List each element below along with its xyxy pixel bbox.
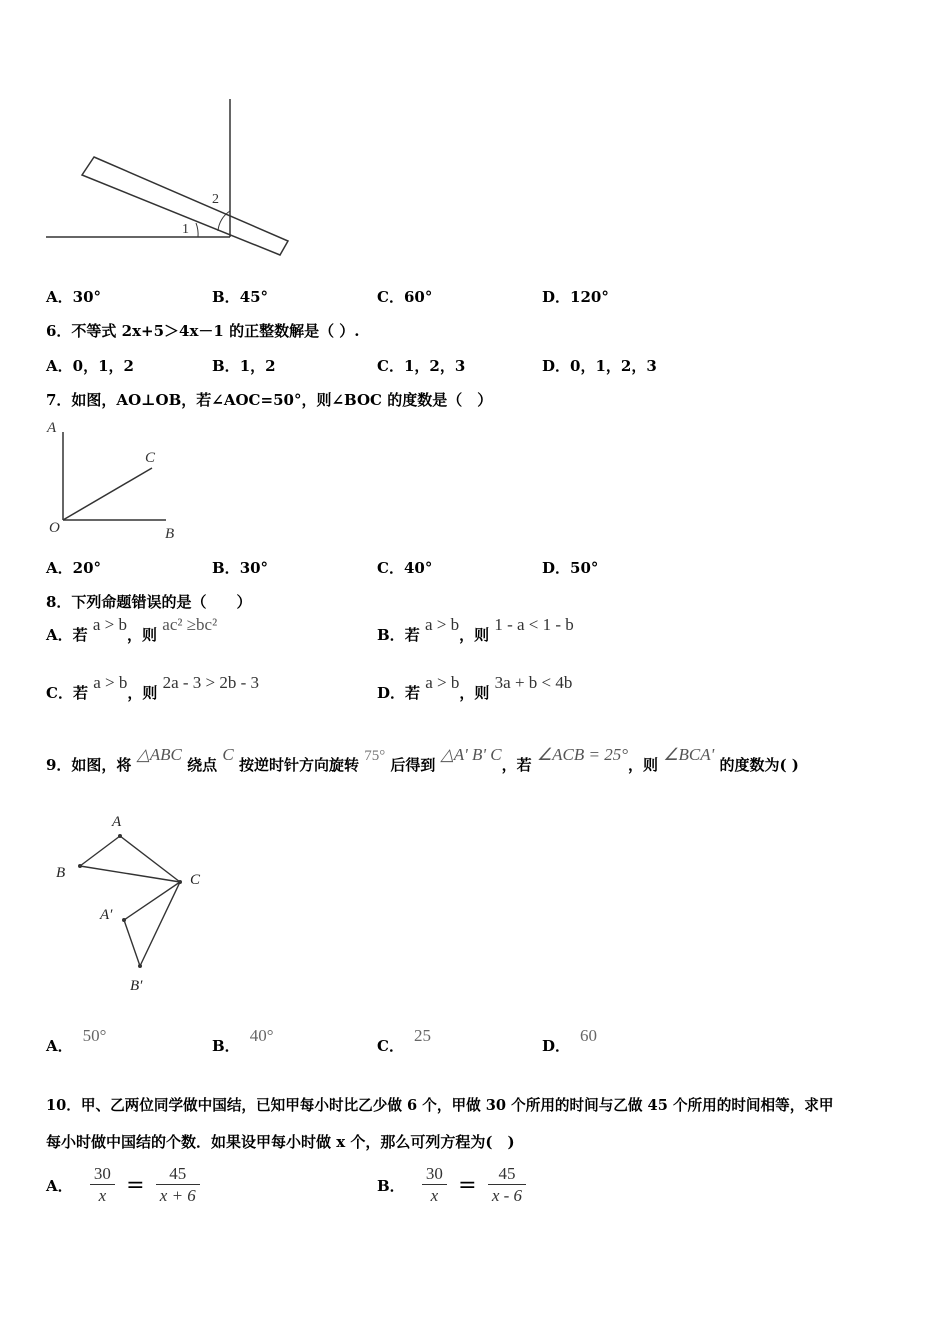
label-o: O — [49, 520, 60, 536]
label-b-prime: B′ — [130, 978, 143, 994]
point-a1 — [122, 918, 126, 922]
q8-option-a[interactable]: A．若 a > b，则 ac² ≥bc² — [46, 615, 218, 644]
angle-arc-1 — [196, 223, 198, 237]
label-b: B — [56, 865, 66, 881]
label-2: 2 — [212, 192, 219, 207]
q8b-cond: a > b — [424, 615, 460, 634]
q6-stem: 6．不等式 2x+5＞4x－1 的正整数解是（ ）. — [46, 322, 360, 340]
point-c — [178, 880, 182, 884]
q7-option-b[interactable]: B．30° — [212, 559, 269, 577]
q10-stem-line1: 10．甲、乙两位同学做中国结，已知甲每小时比乙少做 6 个，甲做 30 个所用的时间与乙做 45 个所用的时间相等，求甲 — [46, 1097, 834, 1114]
q8d-concl: 3a + b < 4b — [494, 673, 573, 692]
q8d-cond: a > b — [425, 673, 460, 692]
fraction-right: $\frac{45}{x - 6}$ — [488, 1164, 526, 1207]
q9-option-c[interactable]: C．25 — [377, 1026, 431, 1055]
figure-q9 — [50, 808, 220, 1000]
ruler-strip — [82, 157, 288, 255]
q8-option-b[interactable]: B．若 a > b，则 1 - a < 1 - b — [377, 615, 574, 644]
label-b: B — [165, 526, 175, 542]
label-a: A — [112, 814, 122, 830]
q8-stem: 8．下列命题错误的是（ ） — [46, 593, 252, 611]
q9-option-d[interactable]: D．60 — [542, 1026, 598, 1055]
q8a-cond: a > b — [92, 615, 128, 634]
q5-option-b[interactable]: B．45° — [212, 288, 269, 306]
segment-ac — [120, 836, 180, 882]
segment-b1c — [140, 882, 180, 966]
q6-option-c[interactable]: C．1，2，3 — [377, 357, 466, 375]
q9-option-a[interactable]: A．50° — [46, 1026, 107, 1055]
ray-oc — [63, 468, 152, 520]
q7-option-d[interactable]: D．50° — [542, 559, 599, 577]
q8-option-d[interactable]: D．若 a > b，则 3a + b < 4b — [377, 673, 573, 702]
q9-option-b[interactable]: B．40° — [212, 1026, 274, 1055]
q10-option-a[interactable]: A． $\frac{30}{x}$ = $\frac{45}{x + 6}$ — [46, 1164, 200, 1207]
q7-stem: 7．如图，AO⊥OB，若∠AOC=50°，则∠BOC 的度数是（ ） — [46, 391, 493, 409]
label-c: C — [145, 450, 156, 466]
label-1: 1 — [182, 222, 189, 237]
q5-option-d[interactable]: D．120° — [542, 288, 609, 306]
q8c-cond: a > b — [93, 673, 128, 692]
fraction-left: $\frac{30}{x}$ — [90, 1164, 115, 1207]
q9-stem: 9．如图，将 △ABC 绕点 C 按逆时针方向旋转 75° 后得到 △A' B' C，若 ∠ACB = 25°，则 ∠BCA' 的度数为( ) — [46, 745, 799, 774]
q10-option-b[interactable]: B． $\frac{30}{x}$ = $\frac{45}{x - 6}$ — [377, 1164, 526, 1207]
point-b1 — [138, 964, 142, 968]
q7-option-a[interactable]: A．20° — [46, 559, 102, 577]
segment-bc — [80, 866, 180, 882]
q5-option-a[interactable]: A．30° — [46, 288, 102, 306]
q6-option-b[interactable]: B．1，2 — [212, 357, 276, 375]
fraction-right: $\frac{45}{x + 6}$ — [156, 1164, 200, 1207]
figure-q5 — [40, 95, 300, 265]
point-a — [118, 834, 122, 838]
label-a-prime: A′ — [100, 907, 113, 923]
q8-option-c[interactable]: C．若 a > b，则 2a - 3 > 2b - 3 — [46, 673, 260, 702]
q8a-concl: ac² ≥bc² — [162, 615, 218, 634]
figure-q7 — [44, 418, 194, 546]
point-b — [78, 864, 82, 868]
q6-option-d[interactable]: D．0，1，2，3 — [542, 357, 657, 375]
q6-option-a[interactable]: A．0，1，2 — [46, 357, 134, 375]
segment-a1b1 — [124, 920, 140, 966]
label-a: A — [47, 420, 57, 436]
segment-ab — [80, 836, 120, 866]
q7-option-c[interactable]: C．40° — [377, 559, 433, 577]
q8b-concl: 1 - a < 1 - b — [494, 615, 574, 634]
q5-option-c[interactable]: C．60° — [377, 288, 433, 306]
label-c: C — [190, 872, 201, 888]
q10-stem-line2: 每小时做中国结的个数．如果设甲每小时做 x 个，那么可列方程为( ) — [46, 1133, 515, 1151]
q8c-concl: 2a - 3 > 2b - 3 — [162, 673, 260, 692]
fraction-left: $\frac{30}{x}$ — [422, 1164, 447, 1207]
